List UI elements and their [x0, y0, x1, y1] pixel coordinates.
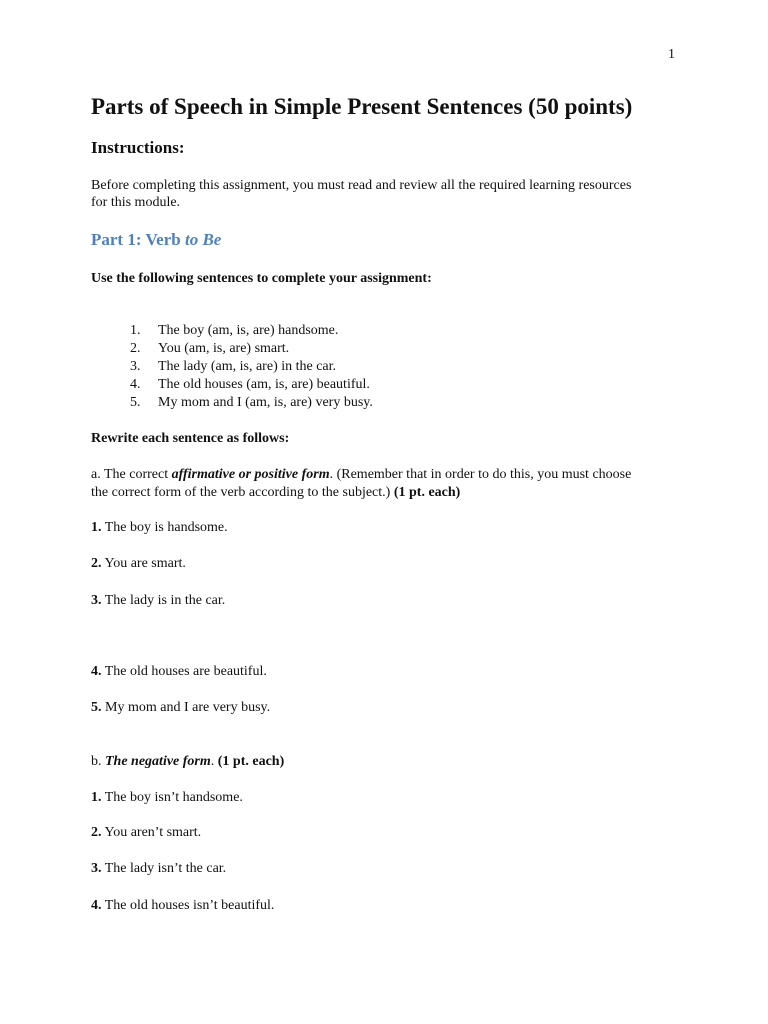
answer-number: 3.: [91, 593, 102, 608]
answer-text: The old houses are beautiful.: [101, 664, 267, 679]
section-a-emphasis: affirmative or positive form: [171, 467, 330, 482]
instructions-heading: Instructions:: [91, 138, 185, 157]
part1-heading-italic: to Be: [184, 230, 222, 249]
answer-a-4: [91, 664, 267, 680]
answer-a-3: [91, 593, 225, 609]
list-text: The boy (am, is, are) handsome.: [158, 323, 339, 338]
section-b-emphasis: The negative form: [105, 754, 211, 769]
list-item: [130, 394, 373, 412]
answer-number: 2.: [91, 825, 102, 840]
page-number: 1: [668, 47, 675, 62]
use-sentences-heading: Use the following sentences to complete your assignment:: [91, 271, 432, 286]
answer-b-2: [91, 825, 201, 841]
answer-text: The lady is in the car.: [101, 593, 226, 608]
section-a-line-1: [91, 467, 631, 483]
answer-a-1: [91, 520, 228, 536]
answer-text: You aren’t smart.: [101, 825, 202, 840]
answer-text: You are smart.: [101, 556, 186, 571]
list-text: The old houses (am, is, are) beautiful.: [158, 377, 370, 392]
answer-number: 4.: [91, 898, 102, 913]
answer-number: 1.: [91, 520, 102, 535]
list-item: [130, 358, 373, 376]
part1-heading: [91, 230, 221, 250]
section-b-line: [91, 754, 284, 770]
answer-b-3: [91, 861, 226, 877]
answer-a-5: [91, 700, 270, 716]
answer-number: 3.: [91, 861, 102, 876]
section-a-line-2: [91, 485, 460, 501]
list-number: 2.: [130, 341, 141, 356]
section-a-points: (1 pt. each): [393, 485, 461, 500]
section-a-line2-text: the correct form of the verb according to the subject.): [91, 485, 394, 500]
list-number: 4.: [130, 377, 141, 392]
list-text: You (am, is, are) smart.: [158, 341, 290, 356]
document-title: Parts of Speech in Simple Present Sentences (50 points): [91, 94, 633, 119]
section-a-after: . (Remember that in order to do this, you must choose: [329, 467, 632, 482]
list-item: [130, 322, 373, 340]
rewrite-heading: Rewrite each sentence as follows:: [91, 431, 290, 446]
section-b-after: .: [210, 754, 218, 769]
sentence-list: [130, 322, 373, 412]
list-item: [130, 340, 373, 358]
answer-number: 1.: [91, 790, 102, 805]
answer-text: The boy is handsome.: [101, 520, 228, 535]
answer-text: The old houses isn’t beautiful.: [101, 898, 275, 913]
answer-b-1: [91, 790, 243, 806]
list-text: The lady (am, is, are) in the car.: [158, 359, 337, 374]
answer-number: 5.: [91, 700, 102, 715]
section-b-prefix: b.: [91, 754, 105, 769]
answer-b-4: [91, 898, 274, 914]
list-number: 5.: [130, 395, 141, 410]
part1-heading-prefix: Part 1: Verb: [91, 230, 185, 249]
instructions-line-2: for this module.: [91, 195, 181, 210]
list-item: [130, 376, 373, 394]
answer-text: The lady isn’t the car.: [101, 861, 227, 876]
answer-a-2: [91, 556, 186, 572]
section-a-prefix: a. The correct: [91, 467, 172, 482]
list-number: 1.: [130, 323, 141, 338]
instructions-line-1: Before completing this assignment, you must read and review all the required learning resources: [91, 178, 632, 193]
answer-number: 2.: [91, 556, 102, 571]
answer-text: The boy isn’t handsome.: [101, 790, 243, 805]
answer-text: My mom and I are very busy.: [101, 700, 271, 715]
list-text: My mom and I (am, is, are) very busy.: [158, 395, 373, 410]
section-b-points: (1 pt. each): [217, 754, 285, 769]
answer-number: 4.: [91, 664, 102, 679]
list-number: 3.: [130, 359, 141, 374]
